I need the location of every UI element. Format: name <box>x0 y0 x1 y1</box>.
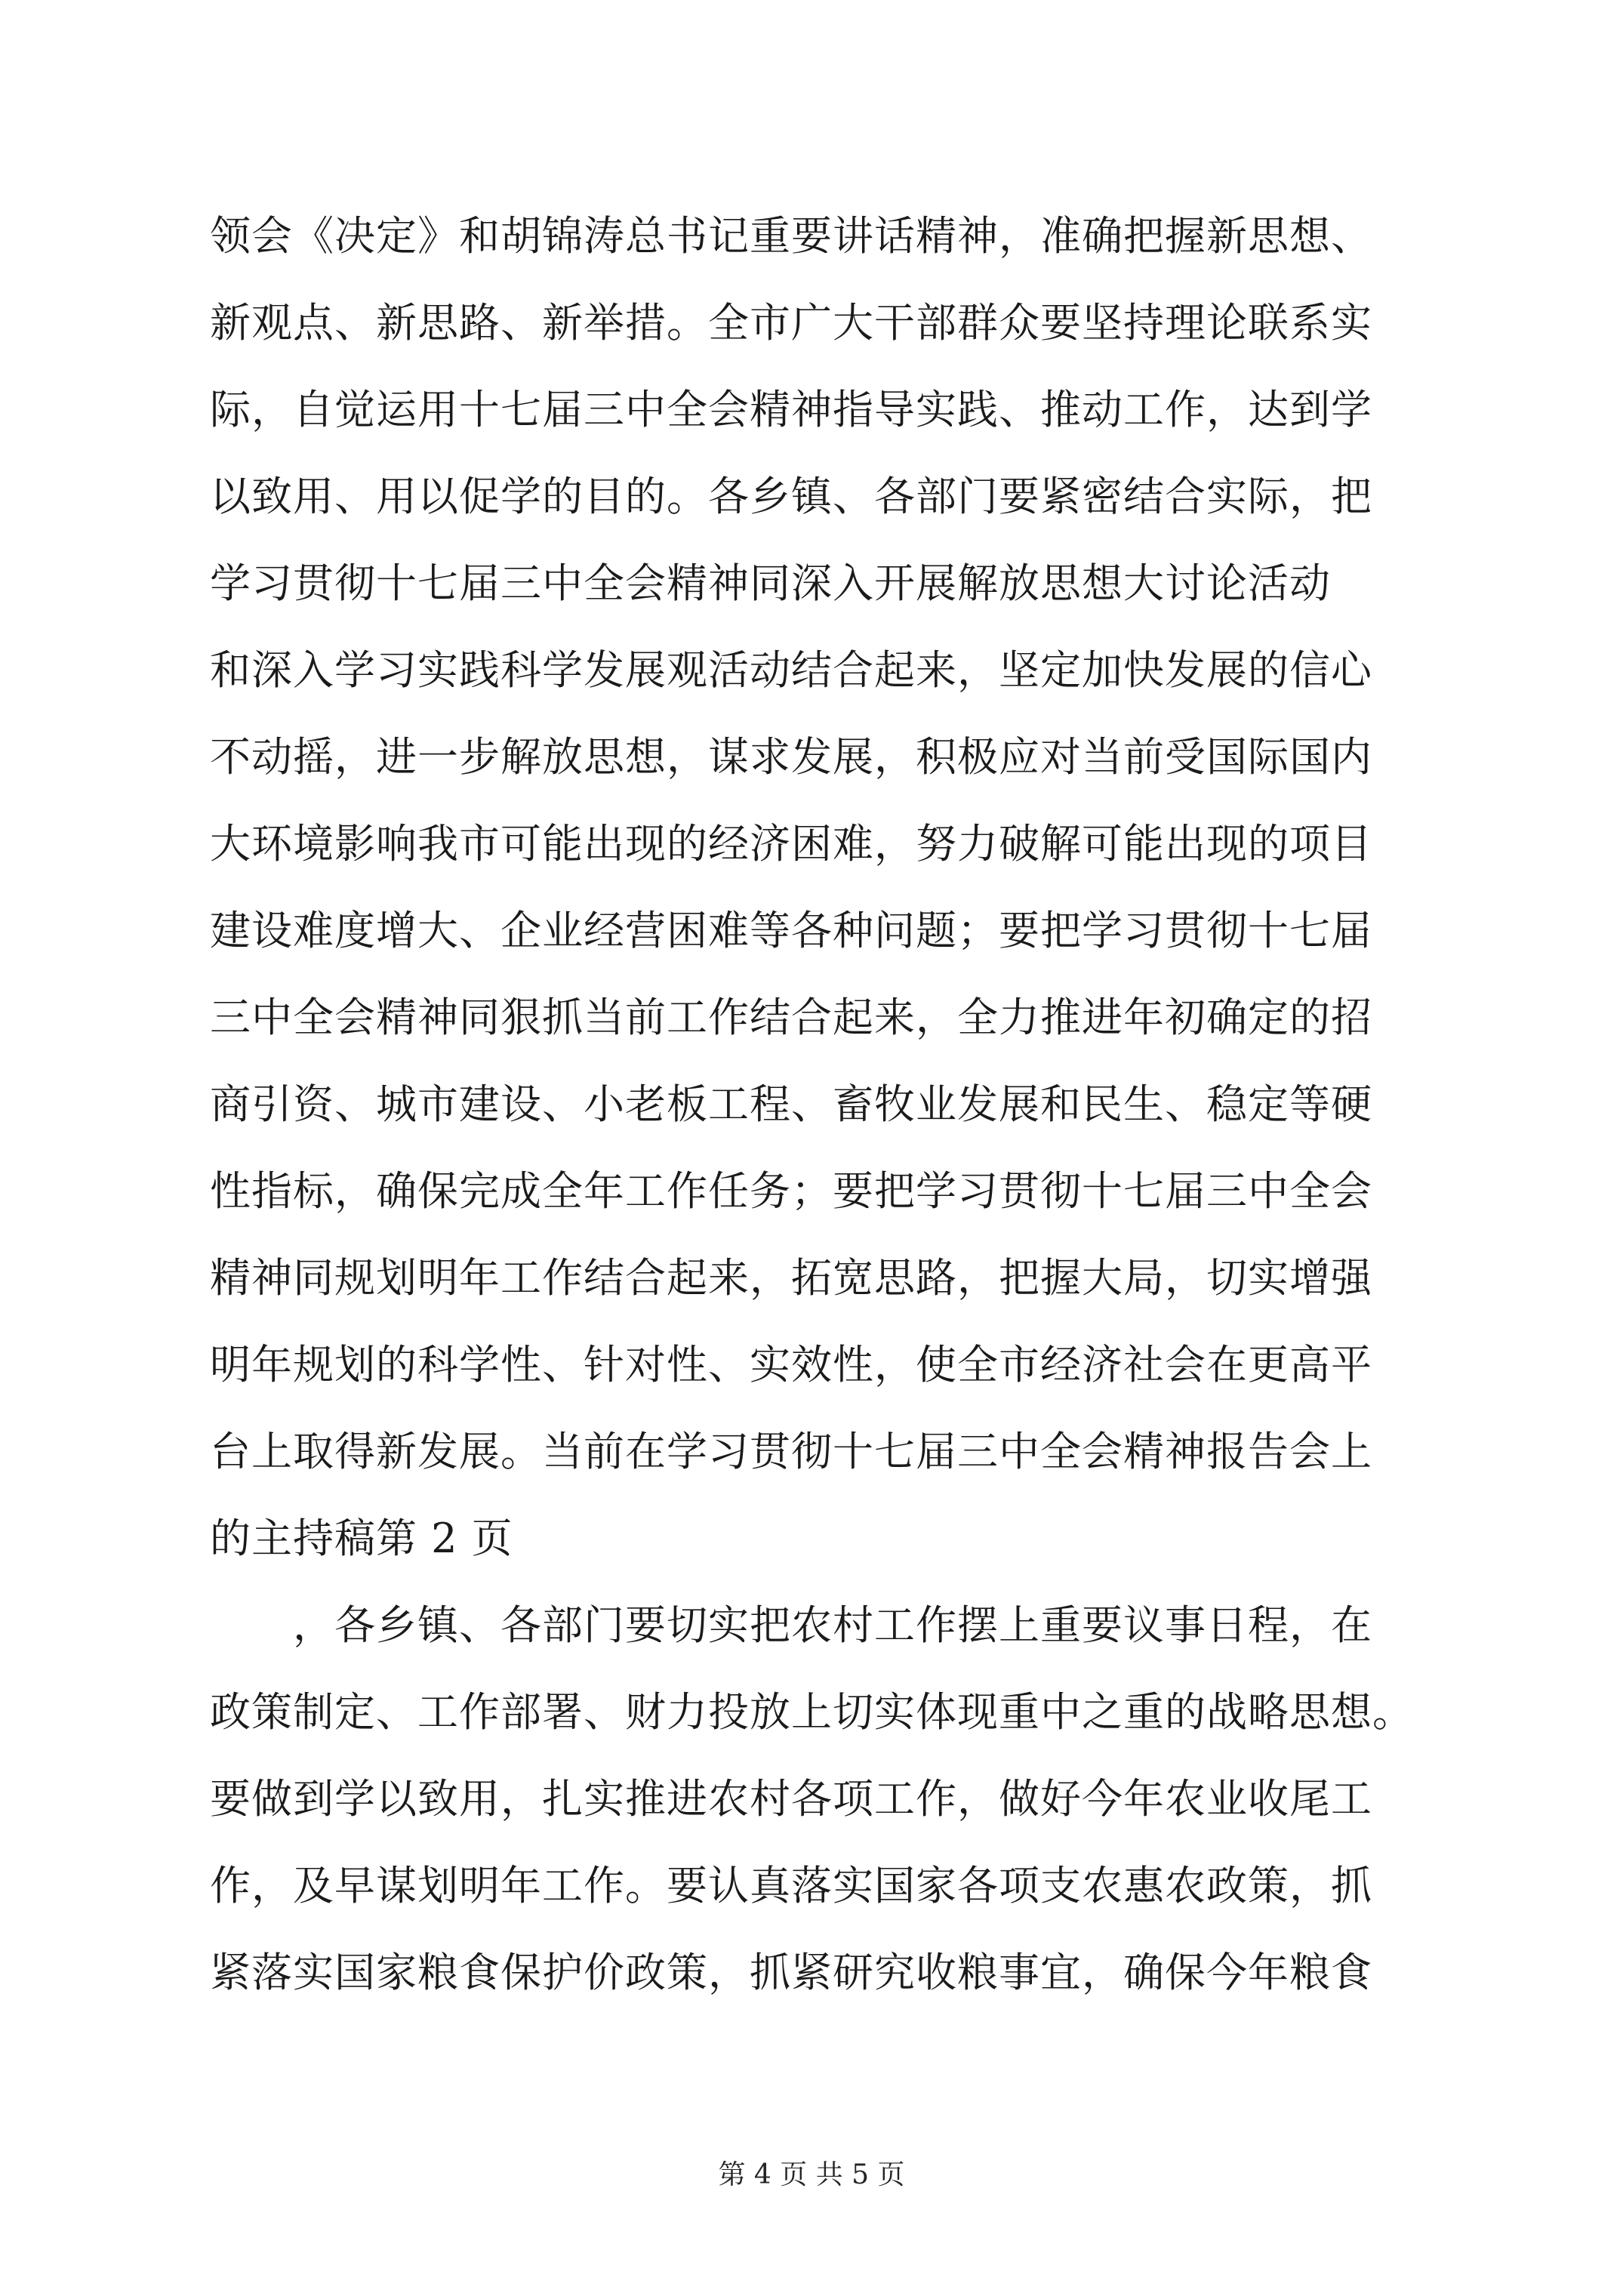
text-line: 精神同规划明年工作结合起来，拓宽思路，把握大局，切实增强 <box>210 1254 1372 1302</box>
text-line: 建设难度增大、企业经营困难等各种问题；要把学习贯彻十七届 <box>210 907 1372 954</box>
text-line: ，各乡镇、各部门要切实把农村工作摆上重要议事日程，在 <box>210 1601 1372 1649</box>
text-line: 的主持稿第 2 页 <box>210 1515 513 1562</box>
text-line: 明年规划的科学性、针对性、实效性，使全市经济社会在更高平 <box>210 1341 1372 1388</box>
text-line: 不动摇，进一步解放思想，谋求发展，积极应对当前受国际国内 <box>210 733 1372 781</box>
text-line: 三中全会精神同狠抓当前工作结合起来，全力推进年初确定的招 <box>210 994 1372 1041</box>
text-line: 作，及早谋划明年工作。要认真落实国家各项支农惠农政策，抓 <box>210 1862 1372 1909</box>
body-text <box>210 193 1433 2016</box>
text-line: 新观点、新思路、新举措。全市广大干部群众要坚持理论联系实 <box>210 299 1372 347</box>
text-line: 台上取得新发展。当前在学习贯彻十七届三中全会精神报告会上 <box>210 1428 1372 1475</box>
text-line: 商引资、城市建设、小老板工程、畜牧业发展和民生、稳定等硬 <box>210 1080 1372 1128</box>
text-line: 政策制定、工作部署、财力投放上切实体现重中之重的战略思想。 <box>210 1688 1414 1736</box>
text-line: 紧落实国家粮食保护价政策，抓紧研究收粮事宜，确保今年粮食 <box>210 1949 1372 1996</box>
text-line: 性指标，确保完成全年工作任务；要把学习贯彻十七届三中全会 <box>210 1167 1372 1215</box>
text-line: 领会《决定》和胡锦涛总书记重要讲话精神，准确把握新思想、 <box>210 212 1372 260</box>
text-line: 以致用、用以促学的目的。各乡镇、各部门要紧密结合实际，把 <box>210 473 1372 520</box>
text-line: 和深入学习实践科学发展观活动结合起来，坚定加快发展的信心 <box>210 646 1372 694</box>
text-line: 学习贯彻十七届三中全会精神同深入开展解放思想大讨论活动 <box>210 559 1331 607</box>
text-line: 际，自觉运用十七届三中全会精神指导实践、推动工作，达到学 <box>210 386 1372 433</box>
text-line: 要做到学以致用，扎实推进农村各项工作，做好今年农业收尾工 <box>210 1775 1372 1823</box>
text-line: 大环境影响我市可能出现的经济困难，努力破解可能出现的项目 <box>210 820 1372 868</box>
page-footer: 第 4 页 共 5 页 <box>718 2159 905 2190</box>
